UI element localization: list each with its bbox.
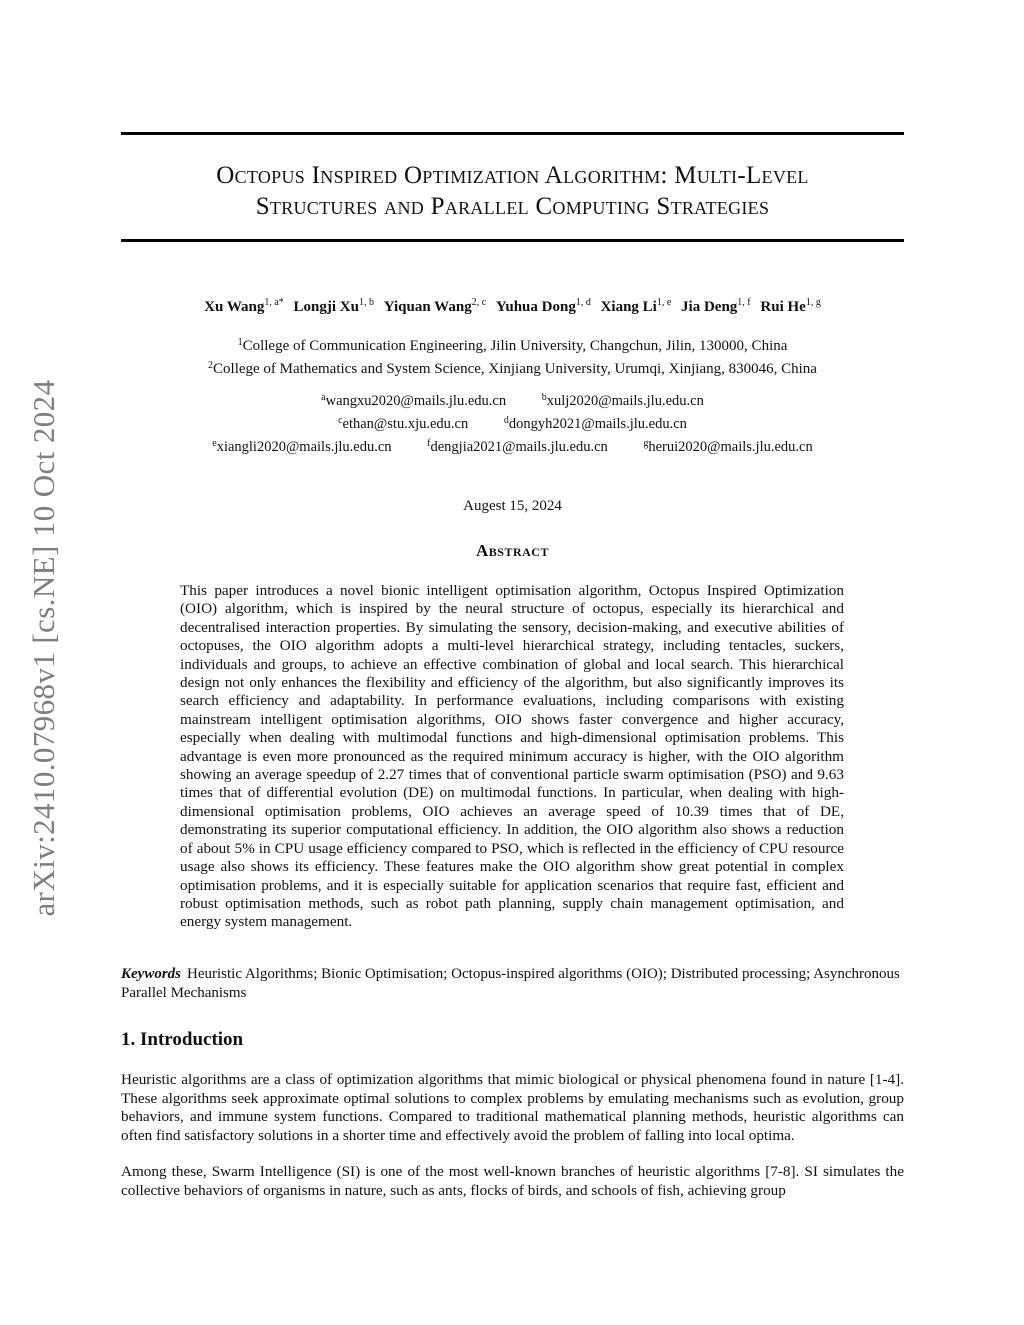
- author-list: [121, 297, 904, 316]
- keywords: [121, 965, 904, 1002]
- title-line-2: Structures and Parallel Computing Strategies: [255, 193, 770, 220]
- email-list: [121, 388, 904, 457]
- affiliation-list: [121, 333, 904, 379]
- title-bottom-rule: [121, 239, 904, 242]
- author: Rui He$^{1, g}$: [760, 297, 821, 315]
- keywords-label: Keywords: [121, 966, 181, 982]
- email-address[interactable]: $^f$dengjia2021@mails.jlu.edu.cn: [427, 438, 608, 455]
- arxiv-side-stamp: arXiv:2410.07968v1 [cs.NE] 10 Oct 2024: [26, 379, 61, 917]
- author: Longji Xu$^{1, b}$: [293, 297, 374, 315]
- paper-title: [121, 160, 904, 222]
- email-address[interactable]: $^g$herui2020@mails.jlu.edu.cn: [643, 438, 813, 455]
- email-row: [121, 434, 904, 457]
- body-paragraph: Among these, Swarm Intelligence (SI) is one of the most well-known branches of heuristic algorithms [7-8]. SI simulates the collective behaviors of organisms in nature, such as ants, flocks of birds, and schools of fish, achieving group: [121, 1163, 904, 1199]
- email-address[interactable]: $^b$xulj2020@mails.jlu.edu.cn: [541, 392, 704, 409]
- email-row: [121, 411, 904, 434]
- body-paragraph: Heuristic algorithms are a class of optimization algorithms that mimic biological or physical phenomena found in nature [1-4]. These algorithms seek approximate optimal solutions to complex problems by emulating mechanisms such as evolution, group behaviors, and immune system functions. Compared to traditional mathematical planning methods, heuristic algorithms can often find satisfactory solutions in a shorter time and effectively avoid the problem of falling into local optima.: [121, 1071, 904, 1144]
- email-address[interactable]: $^d$dongyh2021@mails.jlu.edu.cn: [503, 415, 687, 432]
- affiliation: $^1$College of Communication Engineering, Jilin University, Changchun, Jilin, 130000, China: [237, 337, 788, 354]
- affiliation: $^2$College of Mathematics and System Science, Xinjiang University, Urumqi, Xinjiang, 830046, China: [208, 360, 817, 377]
- title-top-rule: [121, 132, 904, 135]
- keywords-text: Heuristic Algorithms; Bionic Optimisation; Octopus-inspired algorithms (OIO); Distributed processing; Asynchronous Parallel Mechanisms: [121, 966, 900, 1001]
- email-address[interactable]: $^a$wangxu2020@mails.jlu.edu.cn: [321, 392, 507, 409]
- title-line-1: Octopus Inspired Optimization Algorithm: Multi-Level: [216, 162, 809, 189]
- section-heading: 1. Introduction: [121, 1029, 244, 1050]
- author: Jia Deng$^{1, f}$: [681, 297, 751, 315]
- email-address[interactable]: $^c$ethan@stu.xju.edu.cn: [338, 415, 469, 432]
- author: Yiquan Wang$^{2, c}$: [383, 297, 487, 315]
- author: Xiang Li$^{1, e}$: [600, 297, 672, 315]
- abstract-heading: Abstract: [476, 541, 549, 560]
- abstract-body: This paper introduces a novel bionic intelligent optimisation algorithm, Octopus Inspired Optimization (OIO) algorithm, which is inspired by the neural structure of octopus, especially its hierarchical and decentralised interaction properties. By simulating the sensory, decision-making, and executive abilities of octopuses, the OIO algorithm adopts a multi-level hierarchical strategy, including tentacles, suckers, individuals and groups, to achieve an effective combination of global and local search. This hierarchical design not only enhances the flexibility and efficiency of the algorithm, but also significantly improves its search efficiency and adaptability. In performance evaluations, including comparisons with existing mainstream intelligent optimisation algorithms, OIO shows faster convergence and higher accuracy, especially when dealing with multimodal functions and high-dimensional optimisation problems. This advantage is even more pronounced as the required minimum accuracy is higher, with the OIO algorithm showing an average speedup of 2.27 times that of conventional particle swarm optimisation (PSO) and 9.63 times that of differential evolution (DE) on multimodal functions. In particular, when dealing with high-dimensional optimisation problems, OIO achieves an average speed of 10.39 times that of DE, demonstrating its superior computational efficiency. In addition, the OIO algorithm also shows a reduction of about 5% in CPU usage efficiency compared to PSO, which is reflected in the efficiency of CPU resource usage also shows its efficiency. These features make the OIO algorithm show great potential in complex optimisation problems, and it is especially suitable for application scenarios that require fast, efficient and robust optimisation methods, such as robot path planning, supply chain management optimisation, and energy system management.: [180, 582, 844, 931]
- author: Xu Wang$^{1, a*}$: [204, 297, 284, 315]
- author: Yuhua Dong$^{1, d}$: [495, 297, 591, 315]
- email-row: [121, 388, 904, 411]
- publication-date: Augest 15, 2024: [463, 498, 562, 514]
- email-address[interactable]: $^e$xiangli2020@mails.jlu.edu.cn: [212, 438, 392, 455]
